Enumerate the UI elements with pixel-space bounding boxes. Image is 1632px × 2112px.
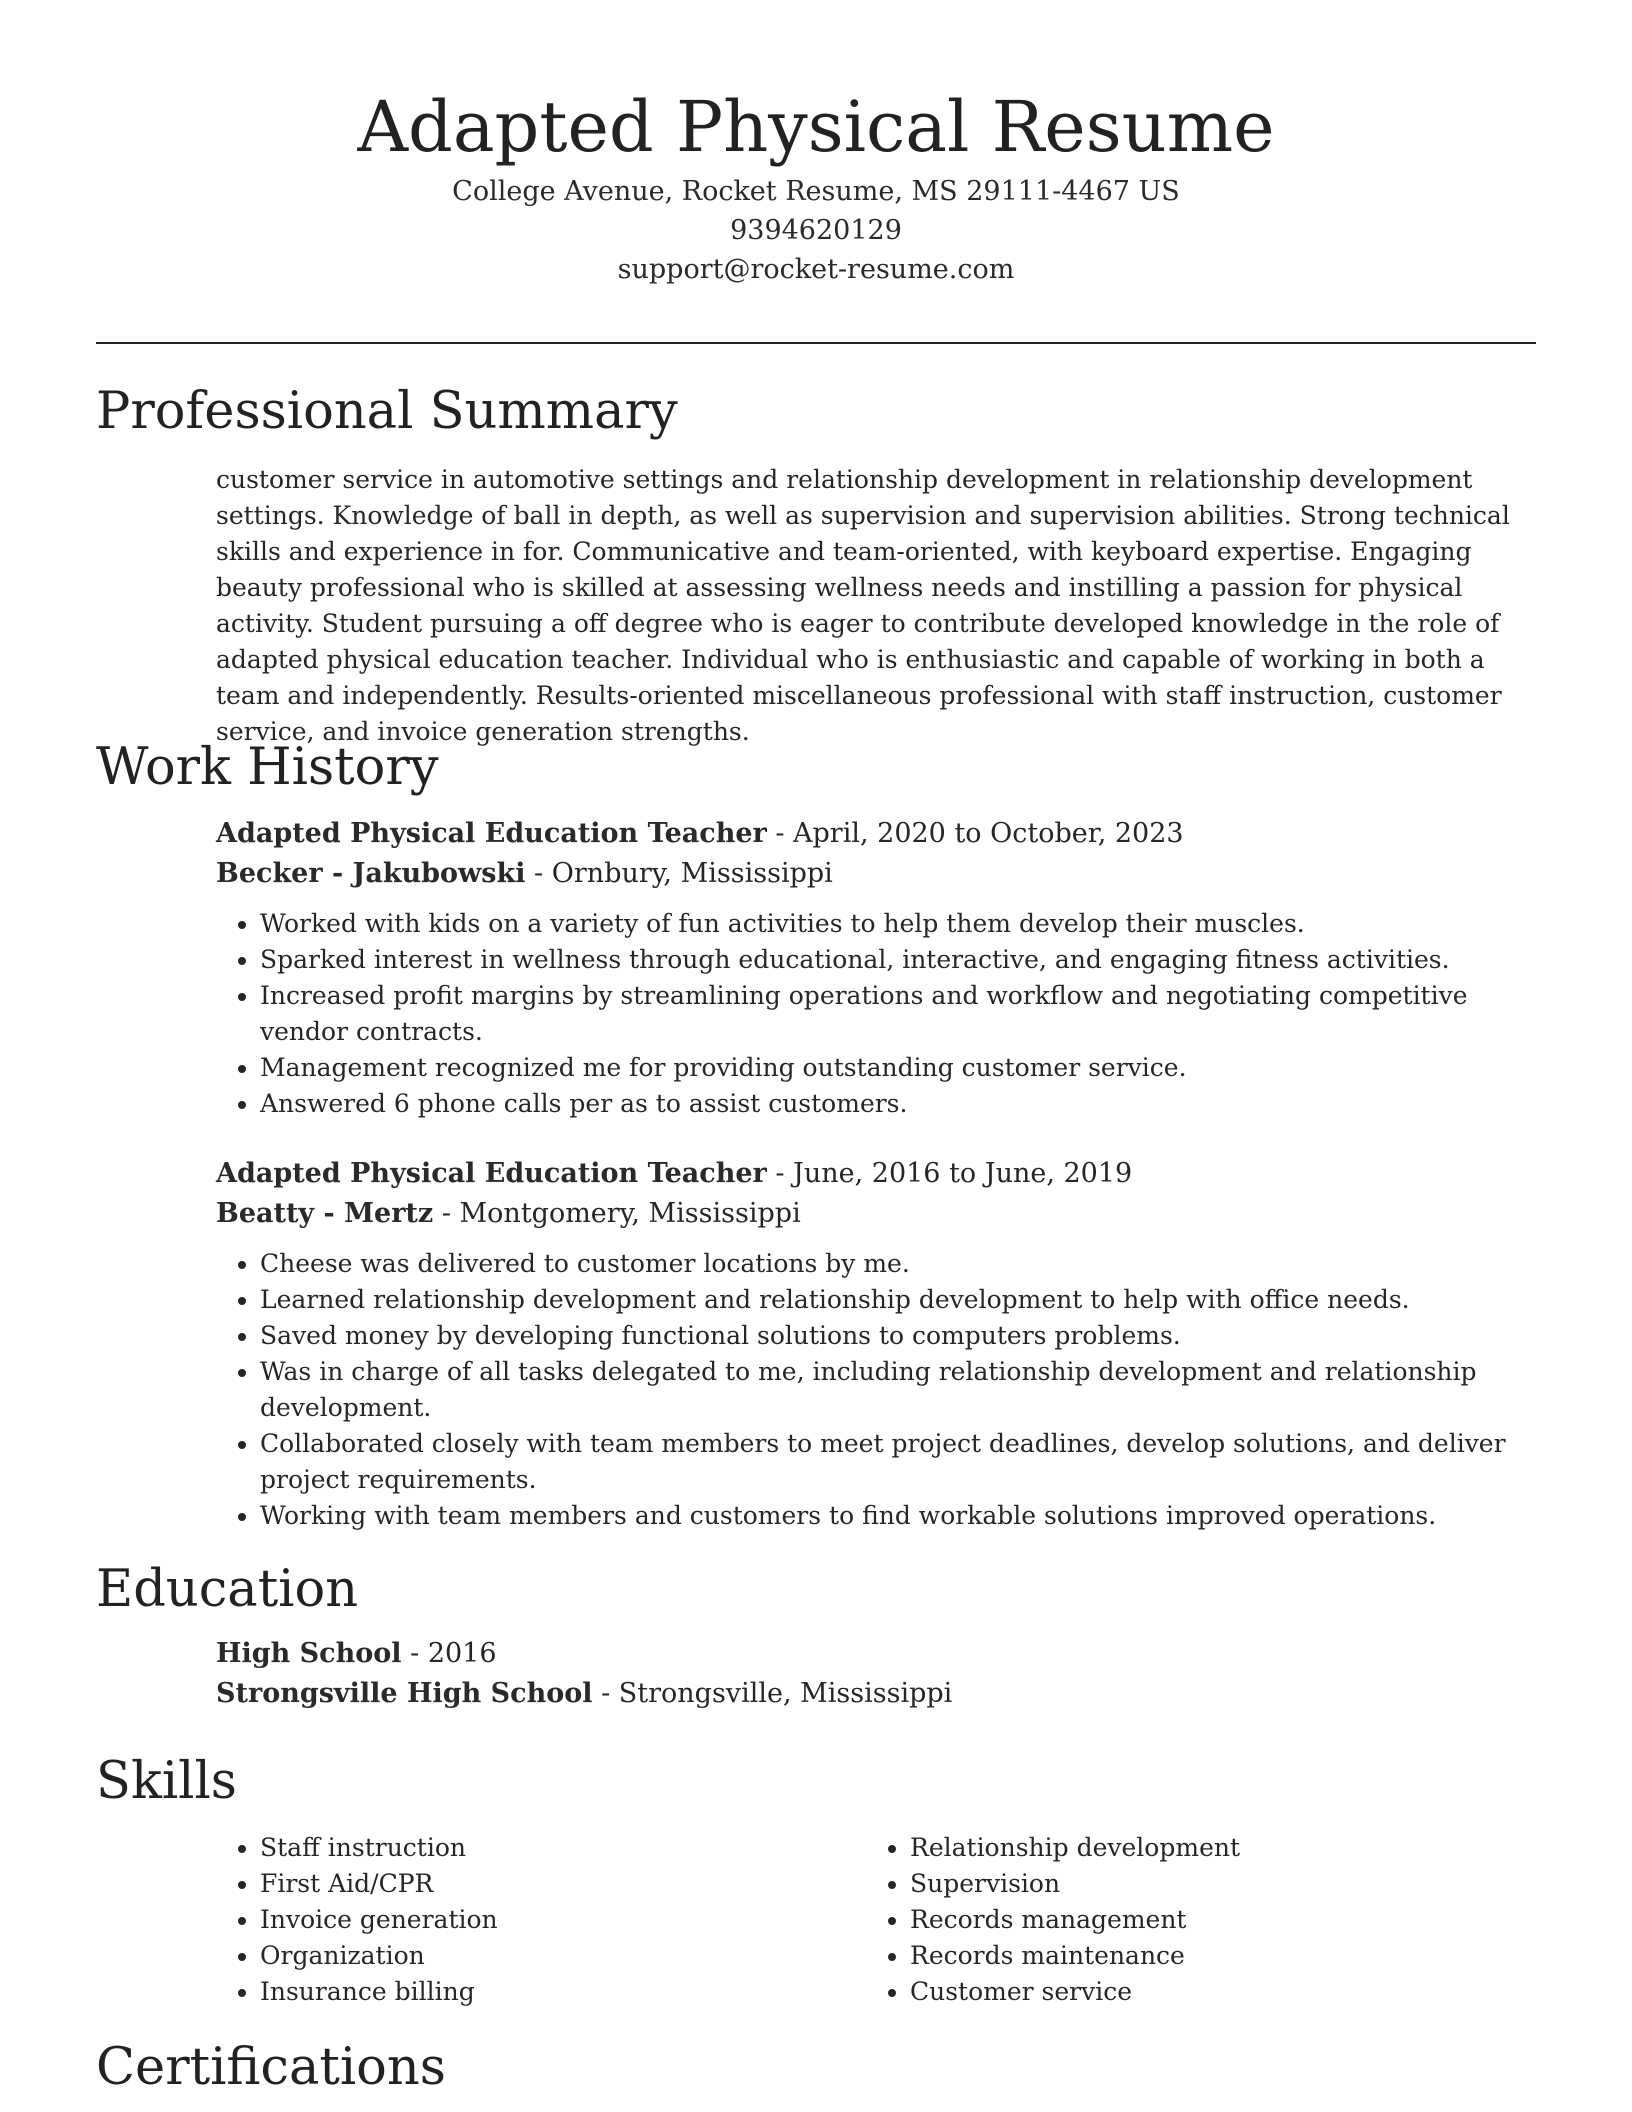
section-title-work-history: Work History xyxy=(96,738,439,797)
job-bullets xyxy=(216,1246,1536,1534)
resume-header xyxy=(96,84,1536,289)
job-location: - Montgomery, Mississippi xyxy=(433,1198,801,1229)
list-item: • Worked with kids on a variety of fun activities to help them develop their muscles. xyxy=(260,906,1536,942)
job-company: Becker - Jakubowski xyxy=(216,858,526,889)
skill-item: • Relationship development xyxy=(910,1830,1466,1866)
skill-item: • Supervision xyxy=(910,1866,1466,1902)
education-year: - 2016 xyxy=(401,1638,497,1669)
job-title-line xyxy=(216,1154,1536,1194)
job-location: - Ornbury, Mississippi xyxy=(525,858,833,889)
list-item: • Working with team members and customers to find workable solutions improved operations. xyxy=(260,1498,1536,1534)
skills-list xyxy=(216,1830,816,2010)
job-dates: - April, 2020 to October, 2023 xyxy=(766,818,1184,849)
skill-item: • Organization xyxy=(260,1938,816,1974)
job-role: Adapted Physical Education Teacher xyxy=(216,1158,767,1189)
skills-column-left xyxy=(216,1830,816,2010)
candidate-name: Adapted Physical Resume xyxy=(357,86,1275,168)
education-degree: High School xyxy=(216,1638,402,1669)
section-title-education: Education xyxy=(96,1560,359,1619)
education-degree-line xyxy=(216,1634,1536,1674)
education-school: Strongsville High School xyxy=(216,1678,593,1709)
list-item: • Learned relationship development and relationship development to help with office needs. xyxy=(260,1282,1536,1318)
skill-item: • Invoice generation xyxy=(260,1902,816,1938)
job-title-line xyxy=(216,814,1536,854)
job-dates: - June, 2016 to June, 2019 xyxy=(766,1158,1133,1189)
job-role: Adapted Physical Education Teacher xyxy=(216,818,767,849)
skill-item: • Records maintenance xyxy=(910,1938,1466,1974)
job-company: Beatty - Mertz xyxy=(216,1198,434,1229)
list-item: • Management recognized me for providing outstanding customer service. xyxy=(260,1050,1536,1086)
list-item: • Saved money by developing functional solutions to computers problems. xyxy=(260,1318,1536,1354)
education-location: - Strongsville, Mississippi xyxy=(592,1678,953,1709)
job-entry xyxy=(216,814,1536,1122)
education-school-line xyxy=(216,1674,1536,1714)
email-line: support@rocket-resume.com xyxy=(617,254,1015,285)
header-divider xyxy=(96,342,1536,344)
phone-line: 9394620129 xyxy=(730,215,902,246)
education-entry xyxy=(216,1634,1536,1714)
list-item: • Sparked interest in wellness through educational, interactive, and engaging fitness activities. xyxy=(260,942,1536,978)
skill-item: • Insurance billing xyxy=(260,1974,816,2010)
contact-info xyxy=(96,172,1536,289)
skill-item: • First Aid/CPR xyxy=(260,1866,816,1902)
job-company-line xyxy=(216,854,1536,894)
list-item: • Cheese was delivered to customer locations by me. xyxy=(260,1246,1536,1282)
summary-text: customer service in automotive settings and relationship development in relationship development settings. Knowledge of ball in depth, as well as supervision and supervision abilities. Strong technical skills and experience in for. Communicative and team-oriented, with keyboard expertise. Engaging beauty professional who is skilled at assessing wellness needs and instilling a passion for physical activity. Student pursuing a off degree who is eager to contribute developed knowledge in the role of adapted physical education teacher. Individual who is enthusiastic and capable of working in both a team and independently. Results-oriented miscellaneous professional with staff instruction, customer service, and invoice generation strengths. xyxy=(216,465,1510,746)
skills-column-right xyxy=(866,1830,1466,2010)
skills-list xyxy=(866,1830,1466,2010)
skill-item: • Staff instruction xyxy=(260,1830,816,1866)
list-item: • Was in charge of all tasks delegated to me, including relationship development and relationship development. xyxy=(260,1354,1536,1426)
skill-item: • Records management xyxy=(910,1902,1466,1938)
section-title-certifications: Certifications xyxy=(96,2038,446,2097)
job-bullets xyxy=(216,906,1536,1122)
job-company-line xyxy=(216,1194,1536,1234)
list-item: • Increased profit margins by streamlining operations and workflow and negotiating competitive vendor contracts. xyxy=(260,978,1536,1050)
skill-item: • Customer service xyxy=(910,1974,1466,2010)
list-item: • Answered 6 phone calls per as to assist customers. xyxy=(260,1086,1536,1122)
section-title-skills: Skills xyxy=(96,1752,237,1811)
address-line: College Avenue, Rocket Resume, MS 29111-4467 US xyxy=(452,176,1180,207)
section-title-summary: Professional Summary xyxy=(96,382,678,441)
list-item: • Collaborated closely with team members to meet project deadlines, develop solutions, and deliver project requirements. xyxy=(260,1426,1536,1498)
job-entry xyxy=(216,1154,1536,1534)
